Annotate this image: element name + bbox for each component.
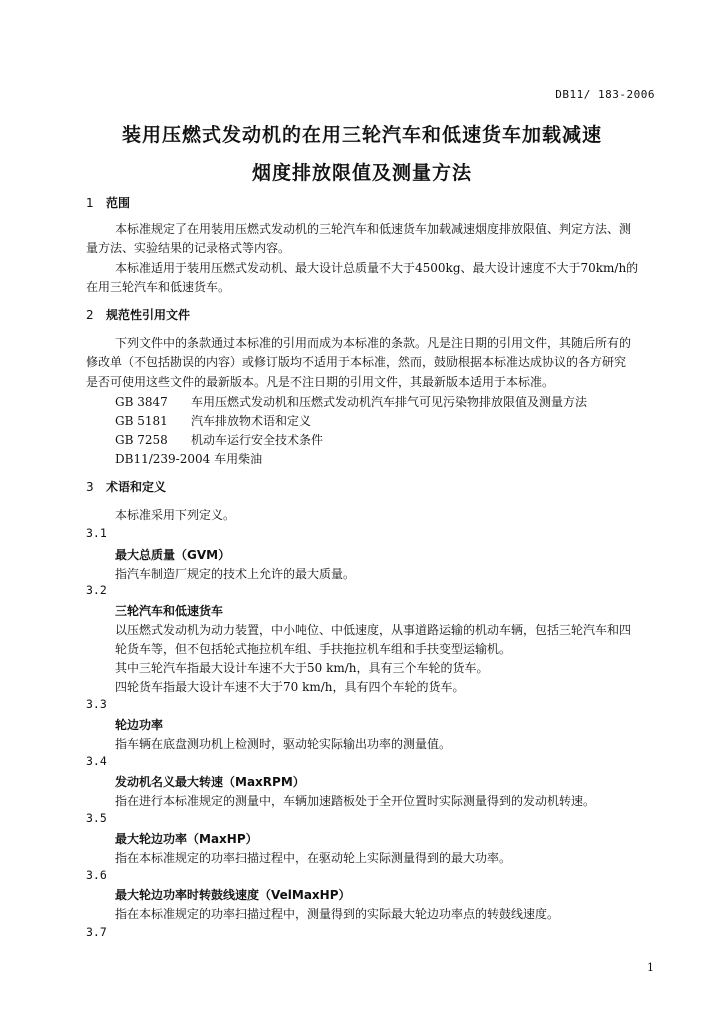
section-2-heading (86, 306, 190, 323)
paragraph-line: 在用三轮汽车和低速货车。 (86, 280, 231, 294)
section-title: 术语和定义 (106, 480, 167, 494)
reference-item (115, 393, 587, 410)
clause-number: 3.1 (86, 526, 107, 540)
section-number: 3 (86, 480, 94, 494)
term-heading: 最大轮边功率时转鼓线速度（VelMaxHP） (115, 888, 351, 902)
clause-number: 3.2 (86, 583, 107, 597)
reference-title: 车用压燃式发动机和压燃式发动机汽车排气可见污染物排放限值及测量方法 (191, 395, 588, 409)
term-heading: 三轮汽车和低速货车 (115, 604, 224, 618)
paragraph-line: 本标准适用于装用压燃式发动机、最大设计总质量不大于4500kg、最大设计速度不大于70km/h的 (115, 261, 639, 275)
section-title: 范围 (106, 196, 131, 210)
reference-code: GB 7258 (115, 433, 168, 447)
term-definition: 轮货车等，但不包括轮式拖拉机车组、手扶拖拉机车组和手扶变型运输机。 (115, 642, 512, 656)
term-definition: 指汽车制造厂规定的技术上允许的最大质量。 (115, 567, 356, 581)
paragraph-line: 本标准采用下列定义。 (115, 508, 236, 522)
standard-code: DB11/ 183-2006 (555, 88, 655, 101)
term-definition: 以压燃式发动机为动力装置，中小吨位、中低速度，从事道路运输的机动车辆，包括三轮汽车和四 (115, 623, 632, 637)
term-definition: 四轮货车指最大设计车速不大于70 km/h，具有四个车轮的货车。 (115, 680, 465, 694)
section-title: 规范性引用文件 (106, 308, 191, 322)
paragraph-line: 修改单（不包括勘误的内容）或修订版均不适用于本标准，然而，鼓励根据本标准达成协议的各方研究 (86, 355, 627, 369)
reference-title: 汽车排放物术语和定义 (191, 414, 312, 428)
section-number: 2 (86, 308, 94, 322)
clause-number: 3.5 (86, 811, 107, 825)
term-heading: 最大轮边功率（MaxHP） (115, 832, 258, 846)
page-number: 1 (647, 961, 654, 974)
paragraph-line: 是否可使用这些文件的最新版本。凡是不注日期的引用文件，其最新版本适用于本标准。 (86, 375, 555, 389)
clause-number: 3.3 (86, 697, 107, 711)
term-definition: 指在本标准规定的功率扫描过程中，在驱动轮上实际测量得到的最大功率。 (115, 851, 512, 865)
document-title-line-1: 装用压燃式发动机的在用三轮汽车和低速货车加载减速 (121, 124, 602, 146)
term-heading: 最大总质量（GVM） (115, 548, 231, 562)
reference-code: GB 3847 (115, 395, 168, 409)
reference-item: DB11/239-2004 车用柴油 (115, 452, 263, 466)
clause-number: 3.4 (86, 754, 107, 768)
clause-number: 3.7 (86, 925, 107, 939)
reference-code: GB 5181 (115, 414, 168, 428)
reference-item (115, 412, 311, 429)
term-definition: 指在本标准规定的功率扫描过程中，测量得到的实际最大轮边功率点的转鼓线速度。 (115, 907, 560, 921)
section-1-heading (86, 194, 130, 211)
term-definition: 其中三轮汽车指最大设计车速不大于50 km/h，具有三个车轮的货车。 (115, 661, 489, 675)
section-3-heading (86, 478, 166, 495)
document-title-line-2: 烟度排放限值及测量方法 (251, 162, 472, 184)
clause-number: 3.6 (86, 868, 107, 882)
paragraph-line: 本标准规定了在用装用压燃式发动机的三轮汽车和低速货车加载减速烟度排放限值、判定方法、测 (115, 222, 632, 236)
term-heading: 轮边功率 (115, 718, 164, 732)
term-definition: 指在进行本标准规定的测量中，车辆加速踏板处于全开位置时实际测量得到的发动机转速。 (115, 794, 596, 808)
reference-title: 机动车运行安全技术条件 (191, 433, 324, 447)
paragraph-line: 下列文件中的条款通过本标准的引用而成为本标准的条款。凡是注日期的引用文件，其随后所有的 (115, 336, 632, 350)
paragraph-line: 量方法、实验结果的记录格式等内容。 (86, 241, 291, 255)
term-heading: 发动机名义最大转速（MaxRPM） (115, 775, 305, 789)
term-definition: 指车辆在底盘测功机上检测时，驱动轮实际输出功率的测量值。 (115, 737, 452, 751)
section-number: 1 (86, 196, 94, 210)
reference-item (115, 431, 323, 448)
